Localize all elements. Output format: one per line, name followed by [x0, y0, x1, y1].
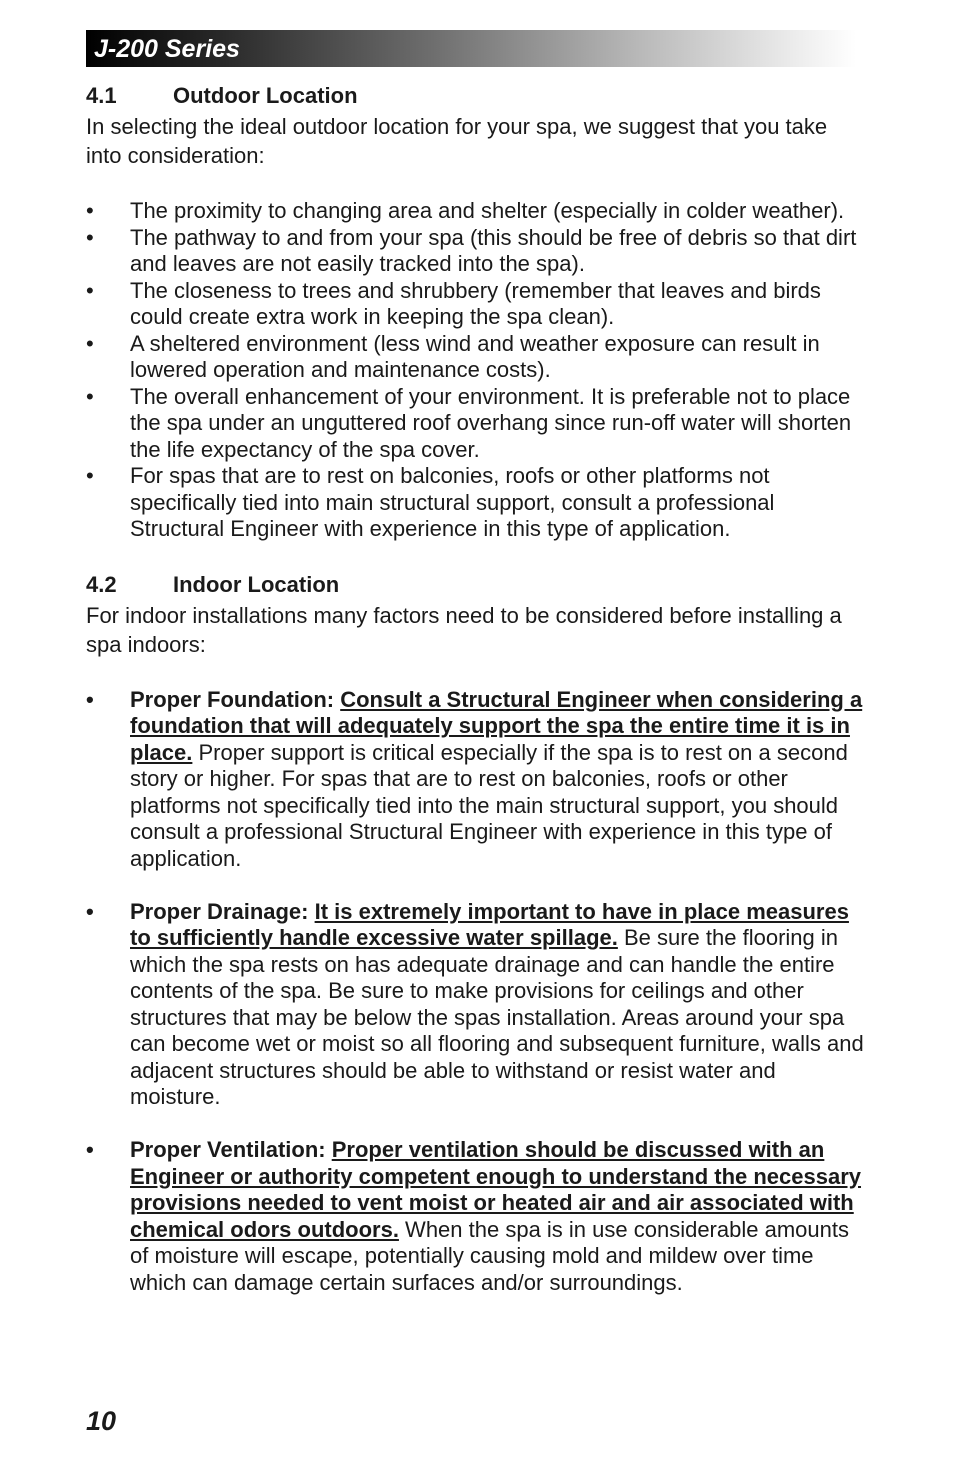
list-item-drainage	[86, 899, 876, 1111]
bullet-icon: •	[86, 330, 94, 356]
list-item-ventilation	[86, 1137, 876, 1296]
header-bar	[86, 30, 856, 67]
section-intro-outdoor: In selecting the ideal outdoor location for your spa, we suggest that you take into consideration:	[86, 114, 828, 168]
bullet-icon: •	[86, 277, 94, 303]
list-item-text: A sheltered environment (less wind and weather exposure can result in lowered operation and maintenance costs).	[130, 330, 820, 382]
list-item-text: The proximity to changing area and shelter (especially in colder weather).	[130, 198, 845, 223]
list-item-foundation	[86, 687, 876, 873]
list-item	[86, 225, 876, 278]
list-item-text: For spas that are to rest on balconies, roofs or other platforms not specifically tied into main structural support, consult a professional Structural Engineer with experience in this type of application.	[130, 463, 775, 541]
bullet-icon: •	[86, 898, 94, 924]
section-heading-outdoor	[86, 80, 876, 112]
item-body: When the spa is in use considerable amounts of moisture will escape, potentially causing mold and mildew over time which can damage certain surfaces and/or surroundings.	[130, 1216, 849, 1295]
page-number: 10	[86, 1406, 117, 1436]
bullet-icon: •	[86, 686, 94, 712]
list-item	[86, 198, 876, 225]
series-title: J-200 Series	[94, 35, 240, 63]
item-lead: Proper Ventilation:	[130, 1137, 332, 1162]
item-body: Proper support is critical especially if the spa is to rest on a second story or higher. For spas that are to rest on balconies, roofs or other platforms not specifically tied into the main structural support, you should consult a professional Structural Engineer with experience in this type of application.	[130, 739, 848, 871]
item-emphasis: It is extremely important to have in place measures to sufficiently handle excessive water spillage.	[130, 898, 849, 950]
item-body: Be sure the flooring in which the spa rests on has adequate drainage and can handle the entire contents of the spa. Be sure to make provisions for ceilings and other structures that may be below the spas installation. Areas around your spa can become wet or moist so all flooring and subsequent furniture, walls and adjacent structures should be able to withstand or resist water and moisture.	[130, 925, 864, 1109]
bullet-icon: •	[86, 1137, 94, 1162]
item-emphasis: Consult a Structural Engineer when considering a foundation that will adequately support the spa the entire time it is in place.	[130, 686, 863, 765]
item-emphasis: Proper ventilation should be discussed with an Engineer or authority competent enough to understand the necessary provisions needed to vent moist or heated air and air associated with chemical odors outdoors.	[130, 1137, 862, 1242]
list-item-text	[130, 1137, 870, 1296]
section-number: 4.1	[86, 83, 117, 108]
list-item	[86, 331, 876, 384]
section-intro-indoor: For indoor installations many factors need to be considered before installing a spa indoors:	[86, 602, 842, 657]
page-content	[86, 80, 876, 1323]
bullet-icon: •	[86, 463, 94, 488]
list-item-text	[130, 687, 870, 873]
list-item-text: The pathway to and from your spa (this should be free of debris so that dirt and leaves are not easily tracked into the spa).	[130, 224, 857, 276]
bullet-icon: •	[86, 198, 94, 223]
section-number: 4.2	[86, 571, 117, 597]
list-item-text: The overall enhancement of your environment. It is preferable not to place the spa under an unguttered roof overhang since run-off water will shorten the life expectancy of the spa cover.	[130, 383, 852, 462]
bullet-icon: •	[86, 383, 94, 409]
indoor-factors-list	[86, 687, 876, 1297]
list-item	[86, 384, 876, 464]
section-heading-indoor	[86, 569, 876, 601]
outdoor-considerations-list	[86, 198, 876, 543]
item-lead: Proper Foundation:	[130, 686, 341, 712]
bullet-icon: •	[86, 224, 94, 250]
list-item	[86, 278, 876, 331]
section-title: Indoor Location	[173, 571, 340, 597]
list-item-text: The closeness to trees and shrubbery (remember that leaves and birds could create extra work in keeping the spa clean).	[130, 277, 821, 329]
section-title: Outdoor Location	[173, 83, 358, 108]
list-item	[86, 463, 876, 543]
list-item-text	[130, 899, 870, 1111]
item-lead: Proper Drainage:	[130, 898, 315, 924]
section-divider-space	[86, 543, 876, 569]
